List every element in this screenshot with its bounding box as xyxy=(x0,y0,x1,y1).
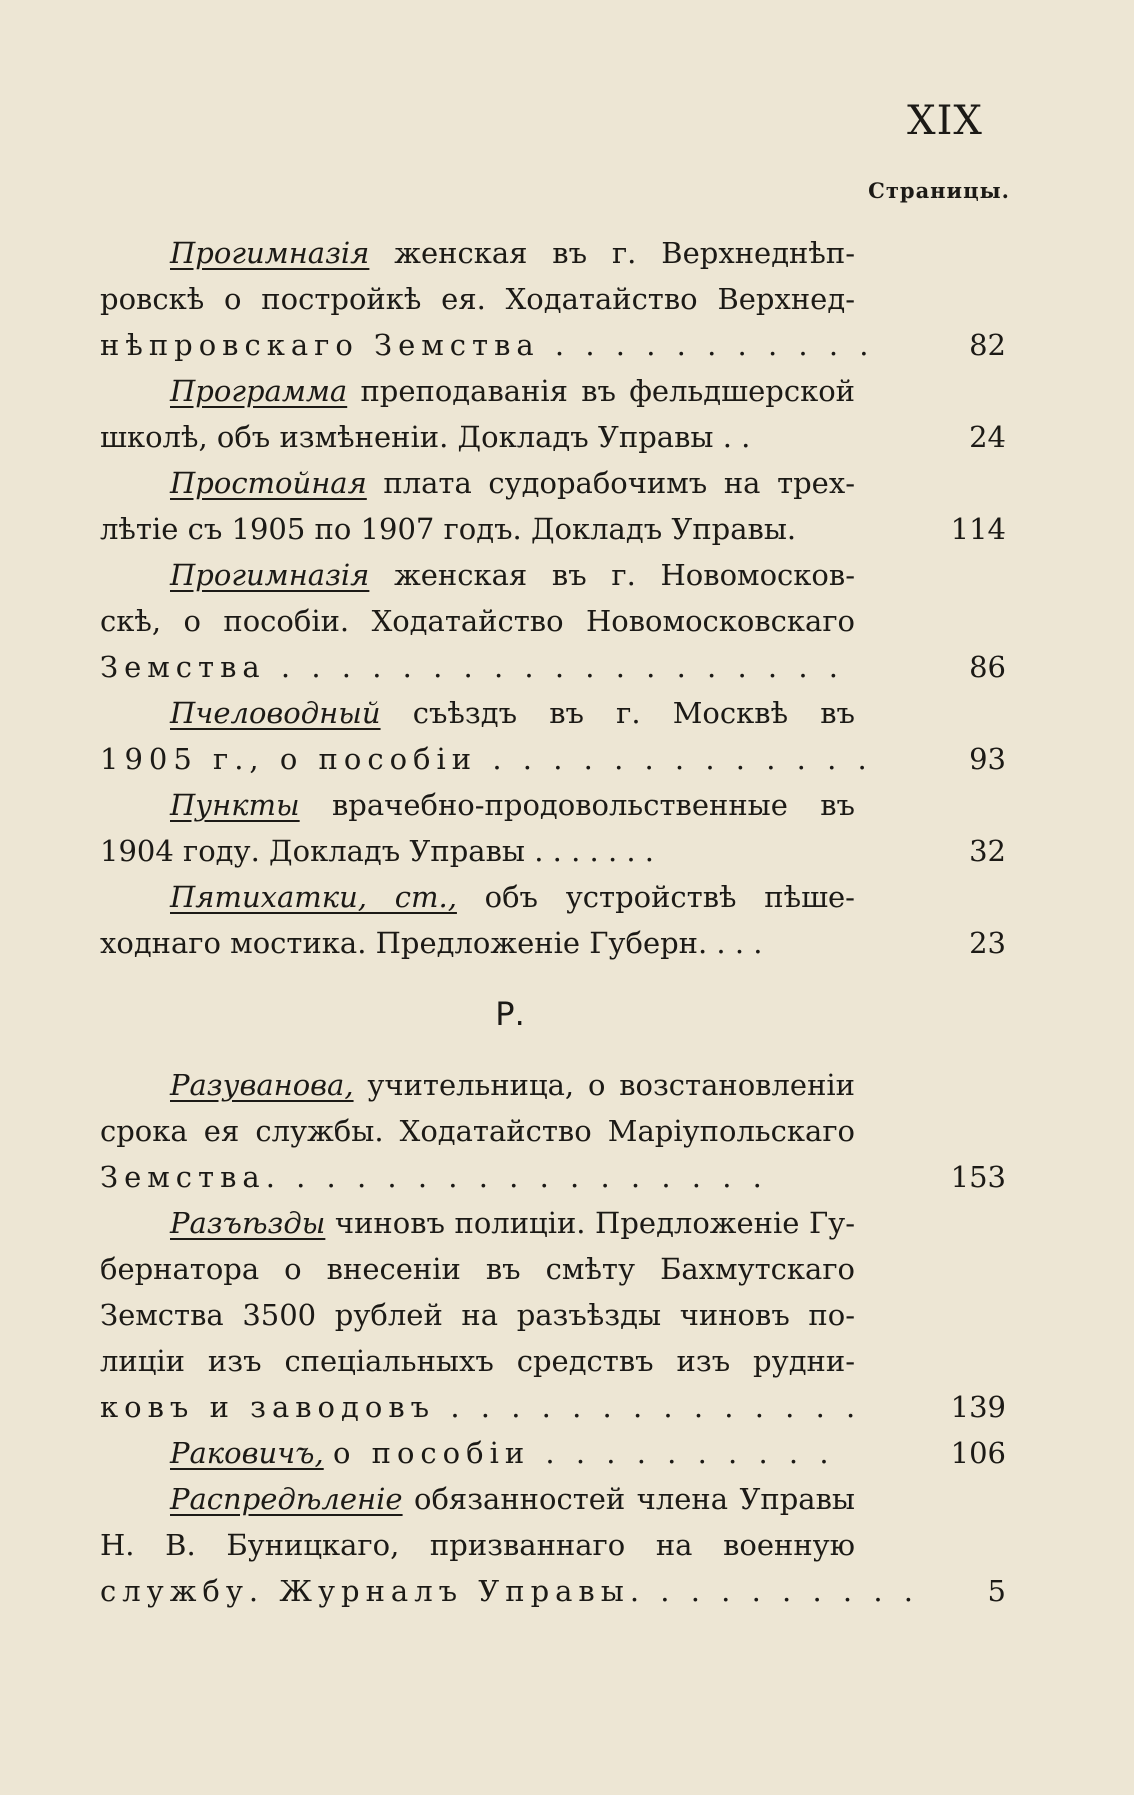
entry-page-number: 24 xyxy=(969,420,1006,454)
entry-text-line: 1905 г., о пособіи . . . . . . . . . . . . . xyxy=(100,742,873,776)
entry-page-number: 82 xyxy=(969,328,1006,362)
entry-keyword: Пункты xyxy=(170,788,300,822)
entry-text-line: Земства. . . . . . . . . . . . . . . . . xyxy=(100,1160,768,1194)
entry-text-line: ковъ и заводовъ . . . . . . . . . . . . . . xyxy=(100,1390,862,1424)
entry-page-number: 139 xyxy=(950,1390,1006,1424)
entry-text-line: женская въ г. Верхнеднѣп- xyxy=(394,236,855,270)
index-entry xyxy=(0,874,1134,966)
entry-text-line: плата судорабочимъ на трех- xyxy=(383,466,855,500)
entry-text-line: нѣпровскаго Земства . . . . . . . . . . . xyxy=(100,328,875,362)
entry-text-line: чиновъ полиціи. Предложеніе Гу- xyxy=(334,1206,856,1240)
entry-text-line: 1904 году. Докладъ Управы . . . . . . . xyxy=(100,834,655,868)
entry-text-line: учительница, о возстановленіи xyxy=(367,1068,856,1102)
index-entry xyxy=(0,460,1134,552)
entry-text-line: объ устройствѣ пѣше- xyxy=(484,880,855,914)
entry-keyword: Разъѣзды xyxy=(170,1206,326,1240)
entry-text-line: Земства . . . . . . . . . . . . . . . . . . . xyxy=(100,650,844,684)
entry-text-line: школѣ, объ измѣненіи. Докладъ Управы . . xyxy=(100,420,751,454)
entry-text-line: Земства 3500 рублей на разъѣзды чиновъ по- xyxy=(100,1298,855,1332)
entry-text-line: женская въ г. Новомосков- xyxy=(394,558,855,592)
entry-text-line: съѣздъ въ г. Москвѣ въ xyxy=(412,696,855,730)
index-entry xyxy=(0,782,1134,874)
pages-column-label: Страницы. xyxy=(868,178,1010,203)
entry-page-number: 5 xyxy=(987,1574,1006,1608)
index-entry xyxy=(0,552,1134,690)
section-letter: Р. xyxy=(495,995,525,1033)
entry-text-line: службу. Журналъ Управы. . . . . . . . . . xyxy=(100,1574,919,1608)
entry-keyword: Прогимназія xyxy=(170,236,370,270)
entry-text-line: бернатора о внесеніи въ смѣту Бахмутскаго xyxy=(100,1252,855,1286)
index-entry xyxy=(0,1062,1134,1200)
index-entry xyxy=(0,230,1134,368)
index-entry xyxy=(0,368,1134,460)
entry-page-number: 23 xyxy=(969,926,1006,960)
entry-keyword: Пчеловодный xyxy=(170,696,381,730)
entry-text-line: ровскѣ о постройкѣ ея. Ходатайство Верхнед- xyxy=(100,282,855,316)
entry-text-line: лиціи изъ спеціальныхъ средствъ изъ рудни- xyxy=(100,1344,855,1378)
index-entry xyxy=(0,690,1134,782)
entry-keyword: Пятихатки, ст., xyxy=(170,880,457,914)
entry-page-number: 86 xyxy=(969,650,1006,684)
entry-text-line: врачебно-продовольственные въ xyxy=(331,788,855,822)
entry-text-line: преподаванія въ фельдшерской xyxy=(360,374,855,408)
entry-keyword: Разуванова, xyxy=(170,1068,354,1102)
entry-text-line: срока ея службы. Ходатайство Маріупольскаго xyxy=(100,1114,855,1148)
entry-text-line: лѣтіе съ 1905 по 1907 годъ. Докладъ Управы. xyxy=(100,512,797,546)
index-entry xyxy=(0,1200,1134,1430)
index-entries xyxy=(0,230,1134,1614)
entry-page-number: 93 xyxy=(969,742,1006,776)
entry-keyword: Программа xyxy=(170,374,348,408)
index-entry xyxy=(0,1476,1134,1614)
entry-keyword: Простойная xyxy=(170,466,367,500)
entry-keyword: Раковичъ, xyxy=(170,1436,324,1470)
entry-page-number: 32 xyxy=(969,834,1006,868)
entry-page-number: 106 xyxy=(950,1436,1006,1470)
entry-keyword: Распредѣленіе xyxy=(170,1482,403,1516)
entry-text-line: Н. В. Буницкаго, призваннаго на военную xyxy=(100,1528,855,1562)
index-entry xyxy=(0,1430,1134,1476)
entry-text-line: о пособіи . . . . . . . . . . xyxy=(332,1436,835,1470)
entry-keyword: Прогимназія xyxy=(170,558,370,592)
entry-page-number: 114 xyxy=(950,512,1006,546)
entry-text-line: ходнаго мостика. Предложеніе Губерн. . . . xyxy=(100,926,763,960)
entry-text-line: обязанностей члена Управы xyxy=(414,1482,855,1516)
page-folio: XIX xyxy=(907,98,983,144)
entry-text-line: скѣ, о пособіи. Ходатайство Новомосковскаго xyxy=(100,604,855,638)
entry-page-number: 153 xyxy=(950,1160,1006,1194)
